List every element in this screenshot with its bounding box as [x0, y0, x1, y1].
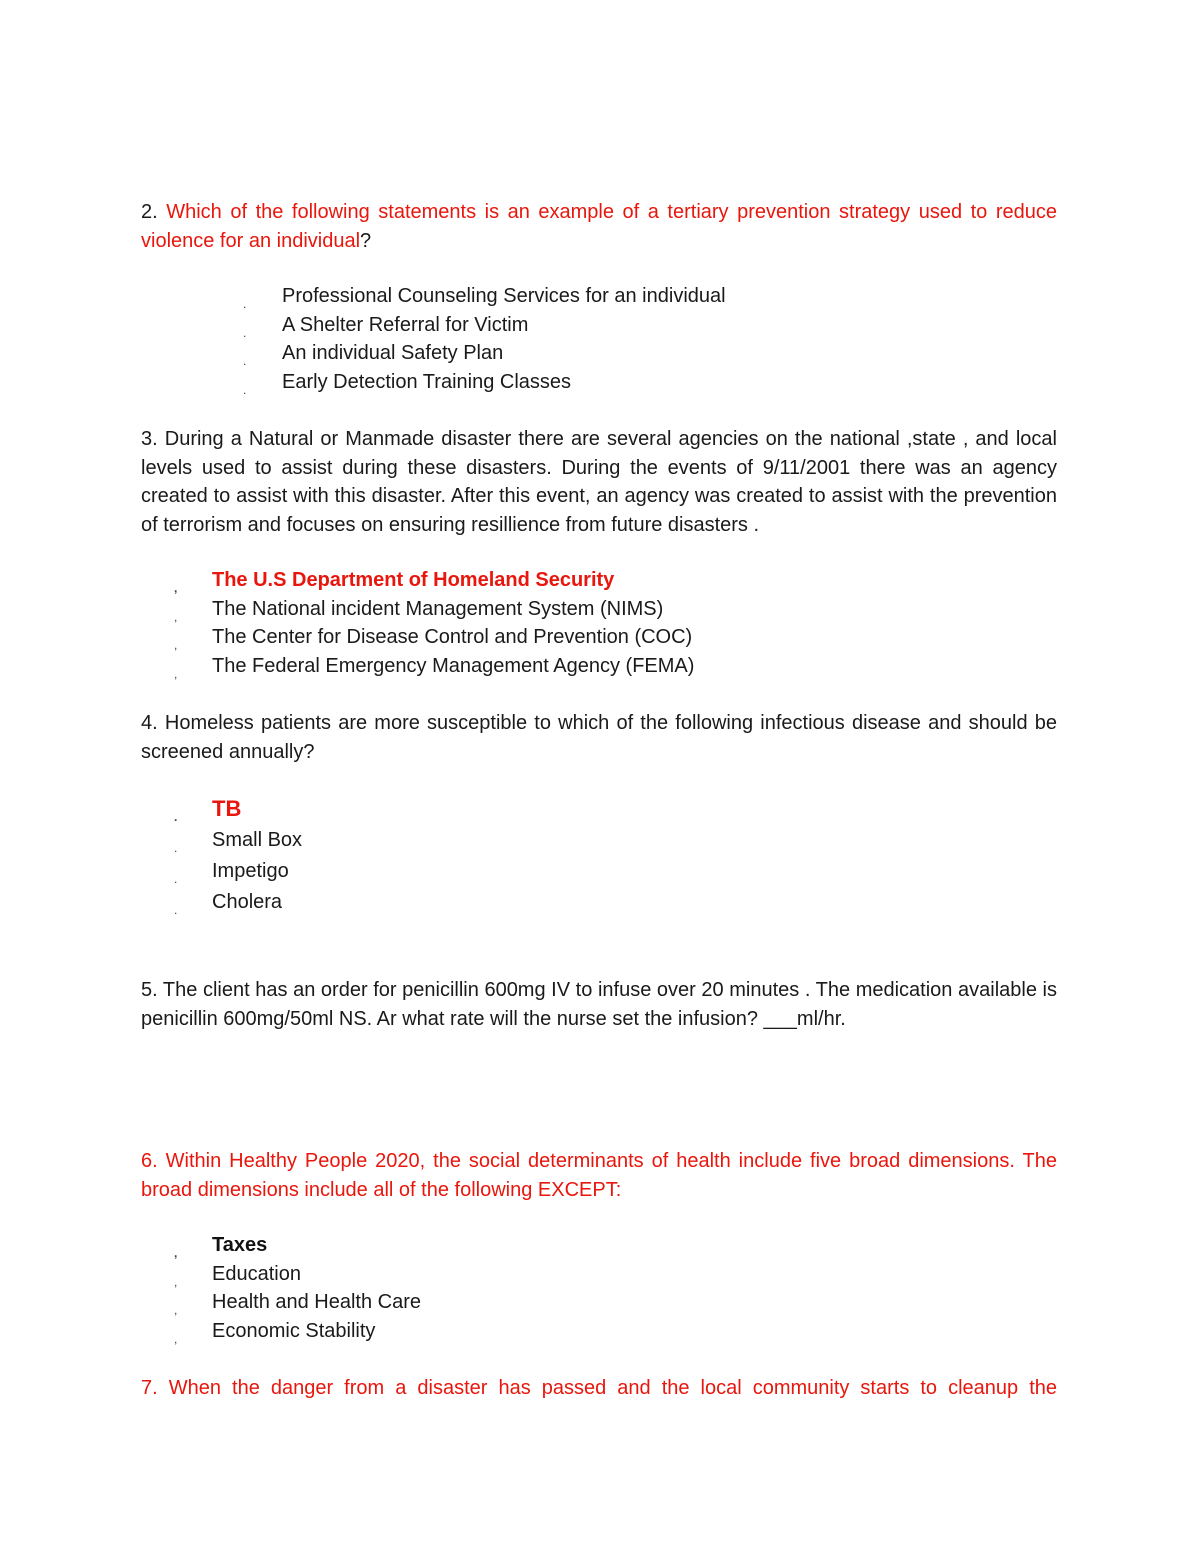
question-4-text: Homeless patients are more susceptible to which of the following infectious disease and should be screened annually? — [141, 712, 1057, 763]
bullet-comma-icon: , — [174, 1246, 178, 1260]
bullet-dot-icon: . — [243, 325, 247, 340]
question-2-text: Which of the following statements is an example of a tertiary prevention strategy used to reduce violence for an individual — [141, 201, 1057, 252]
bullet-comma-icon: , — [174, 1303, 178, 1317]
bullet-comma-icon: , — [174, 609, 178, 624]
bullet-dot-icon: . — [243, 382, 247, 397]
bullet-comma-icon: , — [174, 638, 178, 652]
question-7-text: When the danger from a disaster has passed and the local community starts to cleanup the — [168, 1377, 1057, 1399]
bullet-dot-icon: . — [174, 903, 178, 917]
question-2: 2. Which of the following statements is an example of a tertiary prevention strategy used to reduce violence for an individual? — [141, 201, 1057, 252]
question-2-end: ? — [360, 229, 372, 252]
bullet-dot-icon: . — [243, 297, 247, 311]
bullet-dot-icon: . — [174, 872, 178, 886]
question-7: 7. When the danger from a disaster has passed and the local community starts to cleanup the — [141, 1377, 1057, 1399]
document-page: 2. Which of the following statements is an example of a tertiary prevention strategy used to reduce violence for an individual? . Professional Counseling Services for an individual . A Shelter Referral for Victim . An individual Safety Plan . Early Detection Training Classes 3. During a Natural or Manmade disaster there are several agencies on the national ,state , and local levels used to assist during these disasters. During the events of 9/11/2001 there was an agency created to assist with this disaster. After this event, an agency was created to assist with the prevention of terrorism and focuses on ensuring resillience from future disasters . , The U.S Department of Homeland Security , The National incident Management System (NIMS) , The Center for Disease Control and Prevention (COC) , The Federal Emergency Management Agency (FEMA) 4. Homeless patients are more susceptible to which of the following infectious disease and should be screened annually? . TB . Small Box . Impetigo . Cholera 5. The client has an order for penicillin 600mg IV to infuse over 20 minutes . The medication available is penicillin 600mg/50ml NS. Ar what rate will the nurse set the infusion? ___ml/hr. 6. Within Healthy People 2020, the social determinants of health include five broad dimensions. The broad dimensions include all of the following EXCEPT: , Taxes , Education , Health and Health Care , Economic Stability 7. When the danger from a disaster has passed and the local community starts to cleanup the — [0, 0, 1200, 1553]
question-3: 3. During a Natural or Manmade disaster there are several agencies on the national ,state , and local levels used to assist during these disasters. During the events of 9/11/2001 there was an agency created to assist with this disaster. After this event, an agency was created to assist with the prevention of terrorism and focuses on ensuring resillience from future disasters . — [141, 428, 1057, 536]
question-5: 5. The client has an order for penicillin 600mg IV to infuse over 20 minutes . The medication available is penicillin 600mg/50ml NS. Ar what rate will the nurse set the infusion? ___ml/hr. — [141, 979, 1057, 1030]
question-6-text: Within Healthy People 2020, the social determinants of health include five broad dimensions. The broad dimensions include all of the following EXCEPT: — [141, 1150, 1057, 1201]
question-4-number: 4 — [141, 712, 153, 734]
question-5-number: 5 — [141, 979, 153, 1001]
bullet-comma-icon: , — [174, 1274, 178, 1289]
question-3-number: 3 — [141, 428, 153, 450]
question-6-number: 6 — [141, 1150, 153, 1172]
bullet-dot-icon: . — [174, 810, 178, 824]
bullet-dot-icon: . — [243, 354, 247, 368]
question-6: 6. Within Healthy People 2020, the social determinants of health include five broad dimensions. The broad dimensions include all of the following EXCEPT: — [141, 1150, 1057, 1201]
bullet-comma-icon: , — [174, 666, 178, 681]
question-5-text: The client has an order for penicillin 600mg IV to infuse over 20 minutes . The medication available is penicillin 600mg/50ml NS. Ar what rate will the nurse set the infusion? ___ml/hr. — [141, 979, 1057, 1030]
question-2-number: 2 — [141, 201, 153, 223]
question-4: 4. Homeless patients are more susceptible to which of the following infectious disease and should be screened annually? — [141, 712, 1057, 763]
bullet-dot-icon: . — [174, 841, 178, 855]
question-7-number: 7 — [141, 1377, 153, 1399]
bullet-comma-icon: , — [174, 581, 178, 595]
bullet-comma-icon: , — [174, 1331, 178, 1346]
question-3-text: During a Natural or Manmade disaster there are several agencies on the national ,state , and local levels used to assist during these disasters. During the events of 9/11/2001 there was an agency created to assist with this disaster. After this event, an agency was created to assist with the prevention of terrorism and focuses on ensuring resillience from future disasters . — [141, 428, 1057, 536]
